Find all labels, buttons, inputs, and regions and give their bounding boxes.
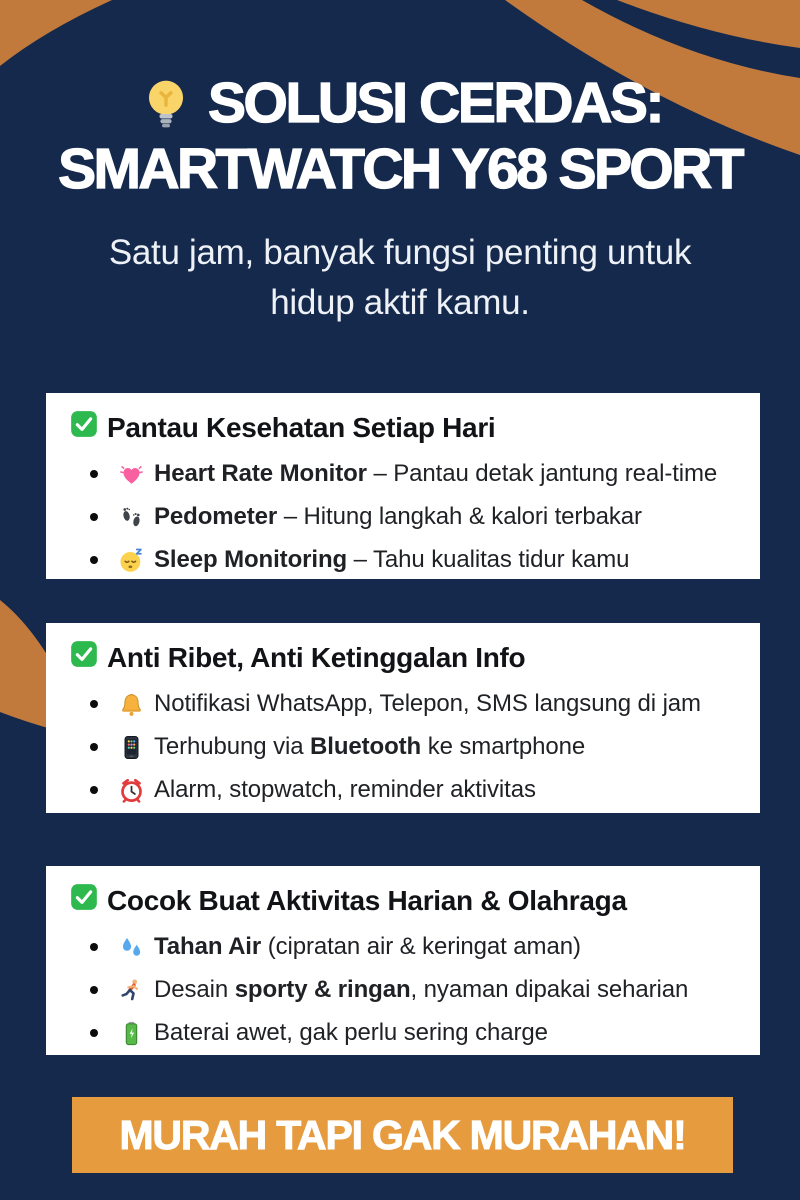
bullet-dot — [90, 943, 98, 951]
title-line-2 — [0, 138, 800, 202]
feature-text: Heart Rate Monitor – Pantau detak jantung real-time — [154, 460, 718, 487]
feature-card — [46, 393, 760, 579]
bullet-dot — [90, 556, 98, 564]
feature-text: Desain sporty & ringan, nyaman dipakai seharian — [154, 976, 689, 1003]
feature-text: Terhubung via Bluetooth ke smartphone — [154, 733, 586, 760]
bell-icon — [118, 691, 145, 718]
bullet-dot — [90, 1029, 98, 1037]
subtitle-line-1: Satu jam, banyak fungsi penting untuk — [108, 232, 692, 272]
phone-icon-wrap — [118, 734, 145, 761]
feature-item — [90, 546, 736, 574]
check-icon-slot — [70, 410, 98, 445]
alarm-icon — [118, 777, 145, 804]
card-title-text: Pantau Kesehatan Setiap Hari — [107, 411, 496, 443]
card-title-text: Cocok Buat Aktivitas Harian & Olahraga — [107, 884, 627, 916]
battery-icon — [118, 1020, 145, 1047]
promo-banner — [72, 1097, 733, 1173]
phone-icon — [118, 734, 145, 761]
feature-item — [90, 1019, 736, 1047]
poster-header — [0, 0, 800, 329]
feature-item — [90, 976, 736, 1004]
check-icon — [70, 883, 98, 911]
bullet-dot — [90, 743, 98, 751]
card-title — [70, 410, 736, 445]
bullet-dot — [90, 513, 98, 521]
feature-item — [90, 503, 736, 531]
title-text-2: SMARTWATCH Y68 SPORT — [58, 136, 742, 201]
battery-icon-wrap — [118, 1020, 145, 1047]
title-line-1 — [0, 72, 800, 136]
feature-text: Alarm, stopwatch, reminder aktivitas — [154, 776, 536, 803]
check-icon — [70, 410, 98, 438]
feature-item — [90, 776, 736, 804]
sleep-icon-wrap — [118, 547, 145, 574]
subtitle — [50, 228, 750, 330]
check-icon — [70, 640, 98, 668]
heart-icon — [118, 461, 145, 488]
bulb-icon — [138, 76, 194, 132]
feature-text: Pedometer – Hitung langkah & kalori terbakar — [154, 503, 642, 530]
card-title — [70, 883, 736, 918]
footprints-icon-wrap — [118, 504, 145, 531]
check-icon-slot — [70, 640, 98, 675]
title-text-1: SOLUSI CERDAS: — [207, 71, 663, 135]
bulb-icon — [138, 76, 194, 132]
feature-item — [90, 460, 736, 488]
bullet-dot — [90, 786, 98, 794]
feature-item — [90, 690, 736, 718]
feature-card — [46, 623, 760, 813]
feature-text: Tahan Air (cipratan air & keringat aman) — [154, 933, 581, 960]
feature-item — [90, 933, 736, 961]
bullet-dot — [90, 470, 98, 478]
feature-item — [90, 733, 736, 761]
bullet-dot — [90, 986, 98, 994]
card-title-text: Anti Ribet, Anti Ketinggalan Info — [107, 641, 526, 673]
promo-banner-label: MURAH TAPI GAK MURAHAN! — [119, 1111, 686, 1158]
droplets-icon — [118, 934, 145, 961]
bullet-dot — [90, 700, 98, 708]
runner-icon-wrap — [118, 977, 145, 1004]
heart-icon-wrap — [118, 461, 145, 488]
feature-list — [70, 933, 736, 1047]
feature-text: Baterai awet, gak perlu sering charge — [154, 1019, 548, 1046]
subtitle-line-2: hidup aktif kamu. — [270, 283, 530, 323]
droplets-icon-wrap — [118, 934, 145, 961]
sleep-icon — [118, 547, 145, 574]
feature-card — [46, 866, 760, 1055]
feature-text: Sleep Monitoring – Tahu kualitas tidur kamu — [154, 546, 630, 573]
alarm-icon-wrap — [118, 777, 145, 804]
check-icon-slot — [70, 883, 98, 918]
footprints-icon — [118, 504, 145, 531]
runner-icon — [118, 977, 145, 1004]
card-title — [70, 640, 736, 675]
feature-text: Notifikasi WhatsApp, Telepon, SMS langsung di jam — [154, 690, 701, 717]
feature-list — [70, 460, 736, 574]
feature-list — [70, 690, 736, 804]
bell-icon-wrap — [118, 691, 145, 718]
